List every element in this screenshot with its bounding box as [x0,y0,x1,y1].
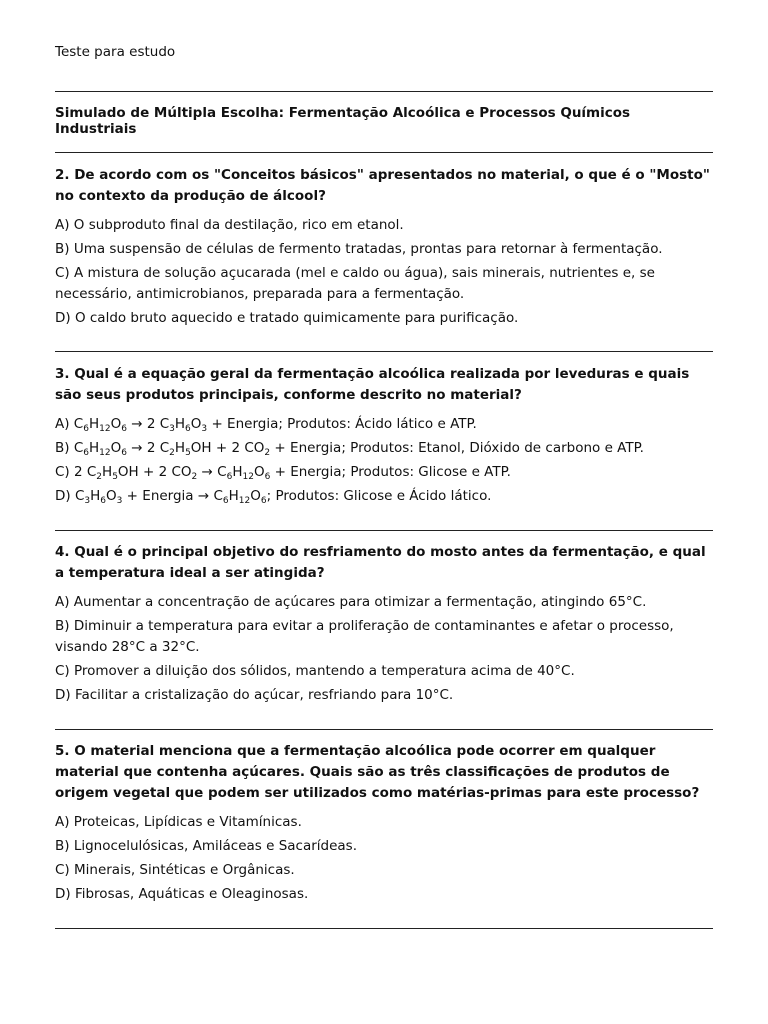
divider [55,152,713,153]
option-a: A) Aumentar a concentração de açúcares para otimizar a fermentação, atingindo 65°C. [55,594,647,610]
divider [55,91,713,92]
question-text: 2. De acordo com os "Conceitos básicos" apresentados no material, o que é o "Mosto" no contexto da produção de álcool? [55,167,710,204]
option-d: D) $C_3H_6O_3$ + Energia → $C_6H_{12}O_6$; Produtos: Glicose e Ácido lático. [55,488,492,506]
divider [55,729,713,730]
option-d: D) O caldo bruto aquecido e tratado quimicamente para purificação. [55,310,519,326]
question-4 [55,542,715,709]
question-2 [55,165,715,332]
question-text: 3. Qual é a equação geral da fermentação alcoólica realizada por leveduras e quais são seus produtos principais, conforme descrito no material? [55,366,690,403]
question-text: 5. O material menciona que a fermentação alcoólica pode ocorrer em qualquer material que contenha açúcares. Quais são as três classificações de produtos de origem vegetal que podem ser utilizados como matérias-primas para este processo? [55,743,700,801]
option-c: C) Minerais, Sintéticas e Orgânicas. [55,862,295,878]
page-header: Teste para estudo [55,44,176,60]
question-text: 4. Qual é o principal objetivo do resfriamento do mosto antes da fermentação, e qual a temperatura ideal a ser atingida? [55,544,706,581]
divider [55,351,713,352]
option-d: D) Facilitar a cristalização do açúcar, resfriando para 10°C. [55,687,454,703]
document-title: Simulado de Múltipla Escolha: Fermentação Alcoólica e Processos Químicos Industriais [55,105,631,137]
option-a: A) Proteicas, Lipídicas e Vitamínicas. [55,814,302,830]
option-b: B) Lignocelulósicas, Amiláceas e Sacarídeas. [55,838,358,854]
divider [55,530,713,531]
option-c: C) A mistura de solução açucarada (mel e caldo ou água), sais minerais, nutrientes e, se necessário, antimicrobianos, preparada para a fermentação. [55,265,655,302]
option-a: A) $C_6H_{12}O_6 \to 2$ $C_3H_6O_3$ + Energia; Produtos: Ácido lático e ATP. [55,416,477,434]
option-a: A) O subproduto final da destilação, rico em etanol. [55,217,404,233]
option-b: B) $C_6H_{12}O_6 \to 2$ $C_2H_5OH + 2$ $CO_2$ + Energia; Produtos: Etanol, Dióxido de carbono e ATP. [55,440,644,458]
question-3 [55,364,715,510]
option-b: B) Diminuir a temperatura para evitar a proliferação de contaminantes e afetar o processo, visando 28°C a 32°C. [55,618,674,655]
question-5 [55,741,715,908]
divider [55,928,713,929]
option-c: C) Promover a diluição dos sólidos, mantendo a temperatura acima de 40°C. [55,663,575,679]
option-c: C) 2 $C_2H_5OH + 2$ $CO_2 \to C_6H_{12}O_6$ + Energia; Produtos: Glicose e ATP. [55,464,511,482]
option-d: D) Fibrosas, Aquáticas e Oleaginosas. [55,886,309,902]
option-b: B) Uma suspensão de células de fermento tratadas, prontas para retornar à fermentação. [55,241,663,257]
